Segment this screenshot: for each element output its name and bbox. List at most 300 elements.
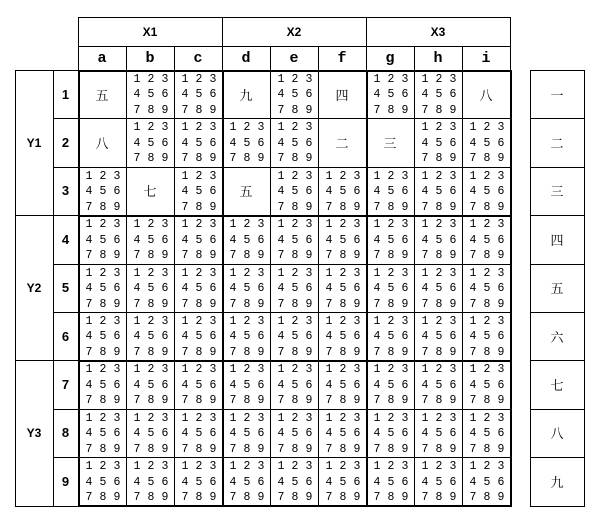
candidate-cell[interactable] <box>270 457 318 505</box>
candidate-grid <box>462 457 510 505</box>
candidate-digit: 1 <box>181 363 189 377</box>
candidate-cell[interactable] <box>174 264 222 312</box>
candidate-cell[interactable] <box>270 360 318 408</box>
candidate-digit: 5 <box>291 427 299 441</box>
candidate-digit: 4 <box>373 378 381 392</box>
symbol-key-item: 九 <box>550 475 564 491</box>
candidate-grid <box>78 457 126 505</box>
candidate-digit: 3 <box>497 460 505 474</box>
candidate-cell[interactable] <box>270 312 318 360</box>
candidate-digit: 3 <box>161 121 169 135</box>
candidate-digit: 1 <box>229 411 237 425</box>
candidate-grid <box>318 409 366 457</box>
candidate-grid <box>78 215 126 263</box>
candidate-cell[interactable] <box>174 312 222 360</box>
candidate-cell[interactable] <box>126 215 174 263</box>
candidate-digit: 8 <box>99 442 107 456</box>
candidate-digit: 9 <box>497 442 505 456</box>
candidate-digit: 5 <box>435 88 443 102</box>
candidate-digit: 3 <box>401 266 409 280</box>
candidate-cell[interactable] <box>270 70 318 118</box>
candidate-cell[interactable] <box>270 215 318 263</box>
candidate-digit: 1 <box>181 411 189 425</box>
candidate-digit: 5 <box>435 378 443 392</box>
candidate-digit: 1 <box>133 266 141 280</box>
candidate-cell[interactable] <box>462 264 510 312</box>
candidate-cell[interactable] <box>222 118 270 166</box>
candidate-cell[interactable] <box>78 264 126 312</box>
label-divider <box>53 118 78 119</box>
candidate-grid <box>126 70 174 118</box>
candidate-cell[interactable] <box>126 409 174 457</box>
row-header: 2 <box>61 135 70 151</box>
grid-col-line <box>174 70 175 507</box>
candidate-digit: 6 <box>353 330 361 344</box>
candidate-digit: 4 <box>469 378 477 392</box>
candidate-digit: 9 <box>305 200 313 214</box>
candidate-cell[interactable] <box>366 312 414 360</box>
candidate-cell[interactable] <box>126 264 174 312</box>
candidate-cell[interactable] <box>462 215 510 263</box>
candidate-digit: 4 <box>181 233 189 247</box>
candidate-digit: 8 <box>339 394 347 408</box>
candidate-digit: 5 <box>195 378 203 392</box>
candidate-digit: 6 <box>209 88 217 102</box>
candidate-digit: 6 <box>497 427 505 441</box>
candidate-digit: 4 <box>85 282 93 296</box>
candidate-digit: 4 <box>421 330 429 344</box>
candidate-cell[interactable] <box>174 70 222 118</box>
candidate-cell[interactable] <box>366 215 414 263</box>
candidate-cell[interactable] <box>414 409 462 457</box>
candidate-digit: 9 <box>305 297 313 311</box>
candidate-digit: 4 <box>421 136 429 150</box>
candidate-digit: 4 <box>277 378 285 392</box>
candidate-digit: 2 <box>435 460 443 474</box>
candidate-cell[interactable] <box>462 409 510 457</box>
candidate-digit: 1 <box>133 460 141 474</box>
candidate-digit: 7 <box>133 345 141 359</box>
key-divider <box>530 360 584 361</box>
candidate-digit: 2 <box>195 266 203 280</box>
candidate-cell[interactable] <box>414 457 462 505</box>
candidate-grid <box>222 118 270 166</box>
candidate-cell[interactable] <box>414 167 462 215</box>
candidate-digit: 4 <box>325 378 333 392</box>
value-cell[interactable] <box>222 167 270 215</box>
cell-value: 二 <box>335 137 349 153</box>
candidate-digit: 7 <box>85 297 93 311</box>
grid-col-line <box>462 70 463 507</box>
candidate-digit: 8 <box>195 297 203 311</box>
candidate-digit: 2 <box>435 411 443 425</box>
candidate-digit: 3 <box>401 169 409 183</box>
candidate-cell[interactable] <box>222 360 270 408</box>
candidate-digit: 1 <box>469 218 477 232</box>
candidate-digit: 9 <box>113 249 121 263</box>
candidate-digit: 1 <box>85 460 93 474</box>
candidate-cell[interactable] <box>318 215 366 263</box>
candidate-digit: 3 <box>497 411 505 425</box>
candidate-digit: 7 <box>469 442 477 456</box>
candidate-digit: 1 <box>373 314 381 328</box>
candidate-digit: 4 <box>469 330 477 344</box>
candidate-digit: 9 <box>353 249 361 263</box>
candidate-digit: 7 <box>421 394 429 408</box>
candidate-digit: 9 <box>449 442 457 456</box>
candidate-digit: 5 <box>147 330 155 344</box>
candidate-digit: 9 <box>161 152 169 166</box>
candidate-cell[interactable] <box>78 312 126 360</box>
candidate-cell[interactable] <box>462 312 510 360</box>
candidate-digit: 7 <box>373 103 381 117</box>
candidate-digit: 9 <box>209 152 217 166</box>
candidate-cell[interactable] <box>78 360 126 408</box>
candidate-digit: 8 <box>339 249 347 263</box>
candidate-digit: 8 <box>195 249 203 263</box>
candidate-digit: 8 <box>195 491 203 505</box>
candidate-digit: 2 <box>291 72 299 86</box>
candidate-digit: 3 <box>305 72 313 86</box>
candidate-digit: 5 <box>339 185 347 199</box>
candidate-digit: 4 <box>133 282 141 296</box>
candidate-digit: 8 <box>147 394 155 408</box>
candidate-digit: 8 <box>483 200 491 214</box>
candidate-digit: 5 <box>387 427 395 441</box>
candidate-digit: 6 <box>305 475 313 489</box>
candidate-digit: 1 <box>421 363 429 377</box>
candidate-digit: 6 <box>257 475 265 489</box>
candidate-grid <box>174 215 222 263</box>
candidate-digit: 8 <box>291 491 299 505</box>
candidate-grid <box>414 360 462 408</box>
candidate-digit: 7 <box>181 394 189 408</box>
candidate-digit: 1 <box>85 363 93 377</box>
value-cell[interactable] <box>222 70 270 118</box>
candidate-digit: 6 <box>497 185 505 199</box>
candidate-digit: 2 <box>147 314 155 328</box>
candidate-digit: 8 <box>99 394 107 408</box>
candidate-digit: 9 <box>209 345 217 359</box>
candidate-cell[interactable] <box>318 264 366 312</box>
candidate-digit: 3 <box>161 218 169 232</box>
candidate-digit: 7 <box>277 103 285 117</box>
candidate-digit: 7 <box>133 394 141 408</box>
candidate-digit: 3 <box>401 363 409 377</box>
candidate-grid <box>78 312 126 360</box>
candidate-digit: 2 <box>99 314 107 328</box>
candidate-digit: 4 <box>133 378 141 392</box>
candidate-digit: 7 <box>469 152 477 166</box>
value-cell[interactable] <box>78 118 126 166</box>
row-header: 1 <box>61 86 70 102</box>
candidate-digit: 6 <box>209 475 217 489</box>
candidate-digit: 7 <box>421 152 429 166</box>
candidate-cell[interactable] <box>366 360 414 408</box>
candidate-cell[interactable] <box>174 360 222 408</box>
candidate-grid <box>366 457 414 505</box>
candidate-cell[interactable] <box>126 70 174 118</box>
candidate-digit: 2 <box>291 121 299 135</box>
candidate-digit: 8 <box>435 442 443 456</box>
candidate-cell[interactable] <box>318 457 366 505</box>
candidate-digit: 9 <box>257 394 265 408</box>
candidate-digit: 6 <box>449 185 457 199</box>
candidate-digit: 2 <box>243 363 251 377</box>
candidate-digit: 3 <box>353 363 361 377</box>
candidate-digit: 8 <box>147 442 155 456</box>
candidate-cell[interactable] <box>270 409 318 457</box>
candidate-digit: 7 <box>469 200 477 214</box>
candidate-grid <box>414 409 462 457</box>
candidate-cell[interactable] <box>414 264 462 312</box>
candidate-digit: 5 <box>195 330 203 344</box>
candidate-digit: 8 <box>99 491 107 505</box>
candidate-digit: 1 <box>181 121 189 135</box>
candidate-digit: 7 <box>229 297 237 311</box>
candidate-digit: 1 <box>85 169 93 183</box>
candidate-cell[interactable] <box>126 457 174 505</box>
candidate-grid <box>222 360 270 408</box>
candidate-digit: 4 <box>133 475 141 489</box>
candidate-cell[interactable] <box>222 215 270 263</box>
candidate-digit: 3 <box>353 218 361 232</box>
candidate-digit: 1 <box>277 314 285 328</box>
candidate-cell[interactable] <box>222 312 270 360</box>
candidate-digit: 7 <box>181 200 189 214</box>
candidate-cell[interactable] <box>414 360 462 408</box>
candidate-digit: 2 <box>435 218 443 232</box>
grid-col-line <box>222 70 224 507</box>
value-cell[interactable] <box>462 70 510 118</box>
symbol-key-item: 五 <box>550 282 564 298</box>
candidate-digit: 1 <box>421 460 429 474</box>
candidate-digit: 6 <box>401 233 409 247</box>
candidate-cell[interactable] <box>366 457 414 505</box>
candidate-digit: 9 <box>113 491 121 505</box>
candidate-cell[interactable] <box>366 264 414 312</box>
candidate-digit: 9 <box>401 491 409 505</box>
candidate-digit: 5 <box>435 185 443 199</box>
candidate-cell[interactable] <box>174 167 222 215</box>
candidate-cell[interactable] <box>366 70 414 118</box>
candidate-digit: 2 <box>339 218 347 232</box>
candidate-grid <box>414 457 462 505</box>
candidate-cell[interactable] <box>222 409 270 457</box>
candidate-cell[interactable] <box>78 167 126 215</box>
value-cell[interactable] <box>78 70 126 118</box>
candidate-digit: 8 <box>339 442 347 456</box>
candidate-digit: 9 <box>497 200 505 214</box>
candidate-digit: 8 <box>387 491 395 505</box>
candidate-digit: 4 <box>469 282 477 296</box>
candidate-digit: 7 <box>85 249 93 263</box>
candidate-digit: 4 <box>85 330 93 344</box>
candidate-cell[interactable] <box>174 457 222 505</box>
candidate-grid <box>174 457 222 505</box>
candidate-digit: 1 <box>325 218 333 232</box>
cell-value: 九 <box>239 88 253 104</box>
grid-col-line <box>510 70 512 507</box>
candidate-digit: 2 <box>243 460 251 474</box>
candidate-digit: 6 <box>497 136 505 150</box>
candidate-cell[interactable] <box>270 167 318 215</box>
candidate-cell[interactable] <box>222 264 270 312</box>
candidate-digit: 9 <box>113 200 121 214</box>
candidate-digit: 1 <box>133 363 141 377</box>
candidate-digit: 8 <box>435 152 443 166</box>
candidate-digit: 2 <box>243 121 251 135</box>
candidate-digit: 5 <box>387 475 395 489</box>
candidate-cell[interactable] <box>126 312 174 360</box>
candidate-digit: 3 <box>305 314 313 328</box>
candidate-digit: 8 <box>387 200 395 214</box>
candidate-digit: 4 <box>277 88 285 102</box>
candidate-digit: 9 <box>401 394 409 408</box>
candidate-digit: 9 <box>257 249 265 263</box>
candidate-cell[interactable] <box>414 118 462 166</box>
candidate-digit: 4 <box>85 378 93 392</box>
candidate-cell[interactable] <box>318 409 366 457</box>
candidate-cell[interactable] <box>366 167 414 215</box>
candidate-digit: 1 <box>325 363 333 377</box>
candidate-digit: 5 <box>147 233 155 247</box>
value-cell[interactable] <box>126 167 174 215</box>
candidate-digit: 4 <box>325 233 333 247</box>
candidate-digit: 3 <box>353 460 361 474</box>
candidate-digit: 2 <box>435 72 443 86</box>
candidate-digit: 4 <box>421 475 429 489</box>
candidate-cell[interactable] <box>174 118 222 166</box>
header-divider <box>78 17 79 70</box>
candidate-digit: 5 <box>291 185 299 199</box>
candidate-digit: 7 <box>85 200 93 214</box>
label-divider <box>15 506 78 507</box>
candidate-digit: 2 <box>243 266 251 280</box>
candidate-cell[interactable] <box>318 167 366 215</box>
candidate-digit: 5 <box>291 330 299 344</box>
candidate-grid <box>78 264 126 312</box>
value-cell[interactable] <box>318 70 366 118</box>
value-cell[interactable] <box>366 118 414 166</box>
candidate-digit: 3 <box>449 314 457 328</box>
candidate-digit: 4 <box>421 282 429 296</box>
candidate-digit: 9 <box>401 103 409 117</box>
key-divider <box>530 167 584 168</box>
candidate-digit: 4 <box>277 233 285 247</box>
candidate-cell[interactable] <box>462 360 510 408</box>
candidate-digit: 8 <box>195 442 203 456</box>
candidate-cell[interactable] <box>462 167 510 215</box>
candidate-digit: 3 <box>305 411 313 425</box>
candidate-cell[interactable] <box>78 457 126 505</box>
candidate-cell[interactable] <box>270 118 318 166</box>
candidate-digit: 9 <box>305 103 313 117</box>
candidate-digit: 7 <box>133 491 141 505</box>
candidate-digit: 6 <box>161 233 169 247</box>
candidate-digit: 6 <box>161 427 169 441</box>
candidate-digit: 6 <box>353 185 361 199</box>
candidate-digit: 7 <box>133 249 141 263</box>
value-cell[interactable] <box>318 118 366 166</box>
candidate-digit: 2 <box>435 266 443 280</box>
candidate-digit: 7 <box>421 345 429 359</box>
candidate-digit: 7 <box>469 249 477 263</box>
row-header: 4 <box>61 231 70 247</box>
candidate-digit: 4 <box>133 330 141 344</box>
candidate-cell[interactable] <box>78 215 126 263</box>
candidate-cell[interactable] <box>462 118 510 166</box>
candidate-digit: 8 <box>147 345 155 359</box>
candidate-digit: 2 <box>483 363 491 377</box>
candidate-digit: 4 <box>229 427 237 441</box>
candidate-digit: 5 <box>483 136 491 150</box>
candidate-digit: 4 <box>421 88 429 102</box>
symbol-key-item: 八 <box>550 427 564 443</box>
candidate-grid <box>126 215 174 263</box>
candidate-digit: 9 <box>257 152 265 166</box>
candidate-grid <box>126 118 174 166</box>
candidate-digit: 3 <box>113 218 121 232</box>
candidate-cell[interactable] <box>366 409 414 457</box>
candidate-cell[interactable] <box>126 360 174 408</box>
candidate-cell[interactable] <box>78 409 126 457</box>
candidate-digit: 5 <box>99 282 107 296</box>
candidate-digit: 2 <box>147 266 155 280</box>
candidate-digit: 1 <box>469 314 477 328</box>
candidate-grid <box>366 167 414 215</box>
candidate-grid <box>126 264 174 312</box>
candidate-cell[interactable] <box>462 457 510 505</box>
candidate-cell[interactable] <box>414 312 462 360</box>
candidate-digit: 9 <box>449 103 457 117</box>
candidate-cell[interactable] <box>174 409 222 457</box>
candidate-digit: 2 <box>195 363 203 377</box>
candidate-digit: 6 <box>209 185 217 199</box>
candidate-cell[interactable] <box>318 312 366 360</box>
candidate-digit: 9 <box>449 394 457 408</box>
candidate-cell[interactable] <box>414 215 462 263</box>
candidate-digit: 3 <box>449 363 457 377</box>
candidate-cell[interactable] <box>126 118 174 166</box>
candidate-digit: 7 <box>277 297 285 311</box>
candidate-digit: 9 <box>257 345 265 359</box>
candidate-digit: 6 <box>449 233 457 247</box>
candidate-digit: 2 <box>339 411 347 425</box>
candidate-grid <box>462 312 510 360</box>
candidate-cell[interactable] <box>270 264 318 312</box>
candidate-digit: 3 <box>209 363 217 377</box>
candidate-cell[interactable] <box>174 215 222 263</box>
candidate-digit: 2 <box>99 411 107 425</box>
candidate-digit: 3 <box>497 266 505 280</box>
candidate-digit: 3 <box>209 121 217 135</box>
candidate-digit: 6 <box>305 233 313 247</box>
candidate-cell[interactable] <box>318 360 366 408</box>
candidate-digit: 3 <box>449 72 457 86</box>
candidate-digit: 4 <box>421 233 429 247</box>
candidate-digit: 7 <box>85 394 93 408</box>
header-divider <box>222 17 223 70</box>
candidate-cell[interactable] <box>414 70 462 118</box>
candidate-digit: 8 <box>291 442 299 456</box>
candidate-digit: 6 <box>113 185 121 199</box>
candidate-digit: 2 <box>195 218 203 232</box>
candidate-cell[interactable] <box>222 457 270 505</box>
candidate-digit: 7 <box>421 200 429 214</box>
key-divider <box>530 118 584 119</box>
candidate-grid <box>174 167 222 215</box>
